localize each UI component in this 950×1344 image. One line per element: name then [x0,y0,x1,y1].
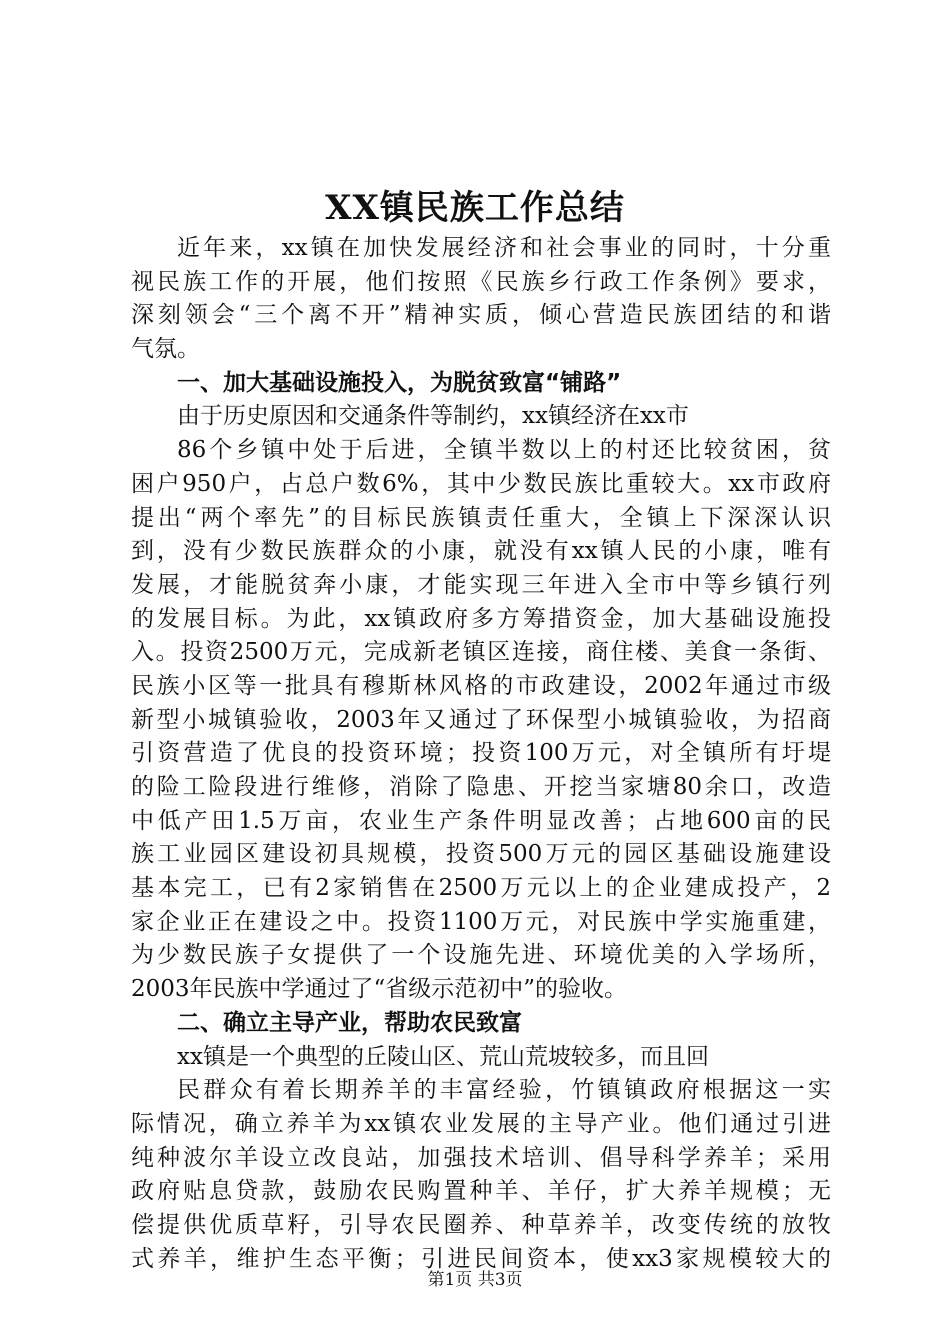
document-title: XX镇民族工作总结 [325,188,625,228]
document-body [131,232,831,1276]
paragraph-line: 中低产田1.5万亩，农业生产条件明显改善；占地600亩的民 [131,807,831,834]
paragraph-line: 政府贴息贷款，鼓励农民购置种羊、羊仔，扩大养羊规模；无 [131,1178,831,1205]
paragraph-line: 气氛。 [131,336,200,363]
paragraph-line: 式养羊，维护生态平衡；引进民间资本，使xx3家规模较大的 [131,1245,831,1272]
page-number-footer: 第1页 共3页 [427,1270,523,1290]
paragraph-line: 视民族工作的开展，他们按照《民族乡行政工作条例》要求， [131,268,831,295]
paragraph-line: 发展，才能脱贫奔小康，才能实现三年进入全市中等乡镇行列 [131,571,831,598]
paragraph-line: 提出“两个率先”的目标民族镇责任重大，全镇上下深深认识 [131,504,831,531]
section-heading: 二、确立主导产业，帮助农民致富 [177,1009,522,1036]
paragraph-line: 际情况，确立养羊为xx镇农业发展的主导产业。他们通过引进 [131,1110,831,1137]
paragraph-line: 民族小区等一批具有穆斯林风格的市政建设，2002年通过市级 [131,672,831,699]
paragraph-line: xx镇是一个典型的丘陵山区、荒山荒坡较多，而且回 [177,1043,709,1070]
paragraph-line: 86个乡镇中处于后进，全镇半数以上的村还比较贫困，贫 [177,437,831,464]
paragraph-line: 由于历史原因和交通条件等制约，xx镇经济在xx市 [177,403,689,430]
paragraph-line: 基本完工，已有2家销售在2500万元以上的企业建成投产，2 [131,875,831,902]
paragraph-line: 新型小城镇验收，2003年又通过了环保型小城镇验收，为招商 [131,706,831,733]
paragraph-line: 近年来，xx镇在加快发展经济和社会事业的同时，十分重 [177,235,831,261]
paragraph-line: 引资营造了优良的投资环境；投资100万元，对全镇所有圩堤 [131,740,831,767]
paragraph-line: 民群众有着长期养羊的丰富经验，竹镇镇政府根据这一实 [177,1077,831,1104]
section-heading: 一、加大基础设施投入，为脱贫致富“铺路” [177,369,622,396]
paragraph-line: 到，没有少数民族群众的小康，就没有xx镇人民的小康，唯有 [131,538,831,565]
paragraph-line: 的险工险段进行维修，消除了隐患、开挖当家塘80余口，改造 [131,774,831,800]
paragraph-line: 2003年民族中学通过了“省级示范初中”的验收。 [131,976,628,1003]
paragraph-line: 的发展目标。为此，xx镇政府多方筹措资金，加大基础设施投 [131,605,831,632]
paragraph-line: 家企业正在建设之中。投资1100万元，对民族中学实施重建， [131,908,831,935]
paragraph-line: 纯种波尔羊设立改良站，加强技术培训、倡导科学养羊；采用 [131,1144,831,1171]
paragraph-line: 偿提供优质草籽，引导农民圈养、种草养羊，改变传统的放牧 [131,1211,831,1238]
paragraph-line: 困户950户，占总户数6%，其中少数民族比重较大。xx市政府 [131,470,831,497]
paragraph-line: 族工业园区建设初具规模，投资500万元的园区基础设施建设 [131,841,831,868]
paragraph-line: 为少数民族子女提供了一个设施先进、环境优美的入学场所， [131,942,831,969]
paragraph-line: 深刻领会“三个离不开”精神实质，倾心营造民族团结的和谐 [131,302,831,329]
paragraph-line: 入。投资2500万元，完成新老镇区连接，商住楼、美食一条街、 [131,639,831,666]
